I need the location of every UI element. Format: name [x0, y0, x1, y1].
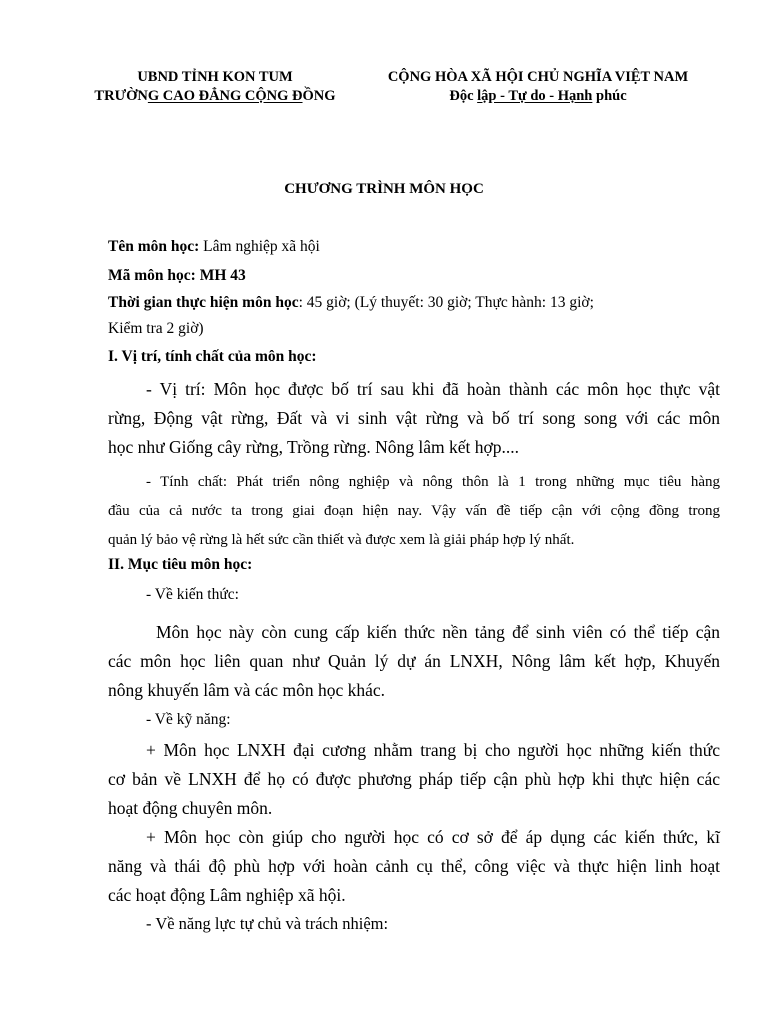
paragraph-line: quản lý bảo vệ rừng là hết sức cần thiết và được xem là giải pháp hợp lý nhất. — [108, 532, 575, 548]
paragraph-line: năng và thái độ phù hợp với hoàn cảnh cụ thể, công việc và thực hiện linh hoạt — [108, 856, 720, 876]
paragraph-line: rừng, Động vật rừng, Đất và vi sinh vật rừng và bố trí song song với các môn — [108, 408, 720, 428]
issuer-block — [70, 68, 360, 106]
knowledge-paragraph — [108, 618, 720, 705]
section-2-heading: II. Mục tiêu môn học: — [108, 556, 253, 573]
section-1-heading: I. Vị trí, tính chất của môn học: — [108, 348, 317, 365]
knowledge-label: - Về kiến thức: — [146, 586, 239, 603]
paragraph-line: các môn học liên quan như Quản lý dự án LNXH, Nông lâm kết hợp, Khuyến — [108, 651, 720, 671]
paragraph-line: học như Giống cây rừng, Trồng rừng. Nông lâm kết hợp.... — [108, 437, 520, 457]
subject-duration: Thời gian thực hiện môn học: 45 giờ; (Lý thuyết: 30 giờ; Thực hành: 13 giờ; — [108, 294, 594, 311]
position-paragraph — [108, 375, 720, 462]
subject-code: Mã môn học: MH 43 — [108, 267, 246, 284]
national-motto-block — [362, 68, 714, 106]
document-title: CHƯƠNG TRÌNH MÔN HỌC — [284, 181, 484, 197]
subject-duration-cont: Kiểm tra 2 giờ) — [108, 320, 204, 337]
skills-paragraph-1 — [108, 736, 720, 823]
paragraph-line: + Môn học còn giúp cho người học có cơ sở để áp dụng các kiến thức, kĩ — [146, 827, 720, 847]
issuer-school: TRƯỜNG CAO ĐẲNG CỘNG ĐỒNG — [94, 88, 336, 104]
paragraph-line: hoạt động chuyên môn. — [108, 798, 273, 818]
paragraph-line: các hoạt động Lâm nghiệp xã hội. — [108, 885, 346, 905]
national-motto: Độc lập - Tự do - Hạnh phúc — [449, 88, 627, 104]
paragraph-line: đầu của cả nước ta trong giai đoạn hiện nay. Vậy vấn đề tiếp cận với cộng đồng trong — [108, 503, 720, 519]
national-name: CỘNG HÒA XÃ HỘI CHỦ NGHĨA VIỆT NAM — [387, 69, 689, 85]
paragraph-line: - Tính chất: Phát triển nông nghiệp và nông thôn là 1 trong những mục tiêu hàng — [146, 474, 720, 490]
nature-paragraph — [108, 468, 720, 555]
skills-label: - Về kỹ năng: — [146, 711, 231, 728]
paragraph-line: Môn học này còn cung cấp kiến thức nền tảng để sinh viên có thể tiếp cận — [156, 622, 720, 642]
paragraph-line: - Vị trí: Môn học được bố trí sau khi đã hoàn thành các môn học thực vật — [146, 379, 720, 399]
skills-paragraph-2 — [108, 823, 720, 910]
paragraph-line: nông khuyến lâm và các môn học khác. — [108, 680, 385, 700]
subject-name: Tên môn học: Lâm nghiệp xã hội — [108, 238, 320, 255]
paragraph-line: cơ bản về LNXH để họ có được phương pháp tiếp cận phù hợp khi thực hiện các — [108, 769, 720, 789]
issuer-authority: UBND TỈNH KON TUM — [137, 69, 293, 85]
paragraph-line: + Môn học LNXH đại cương nhằm trang bị cho người học những kiến thức — [146, 740, 720, 760]
autonomy-label: - Về năng lực tự chủ và trách nhiệm: — [146, 914, 389, 933]
